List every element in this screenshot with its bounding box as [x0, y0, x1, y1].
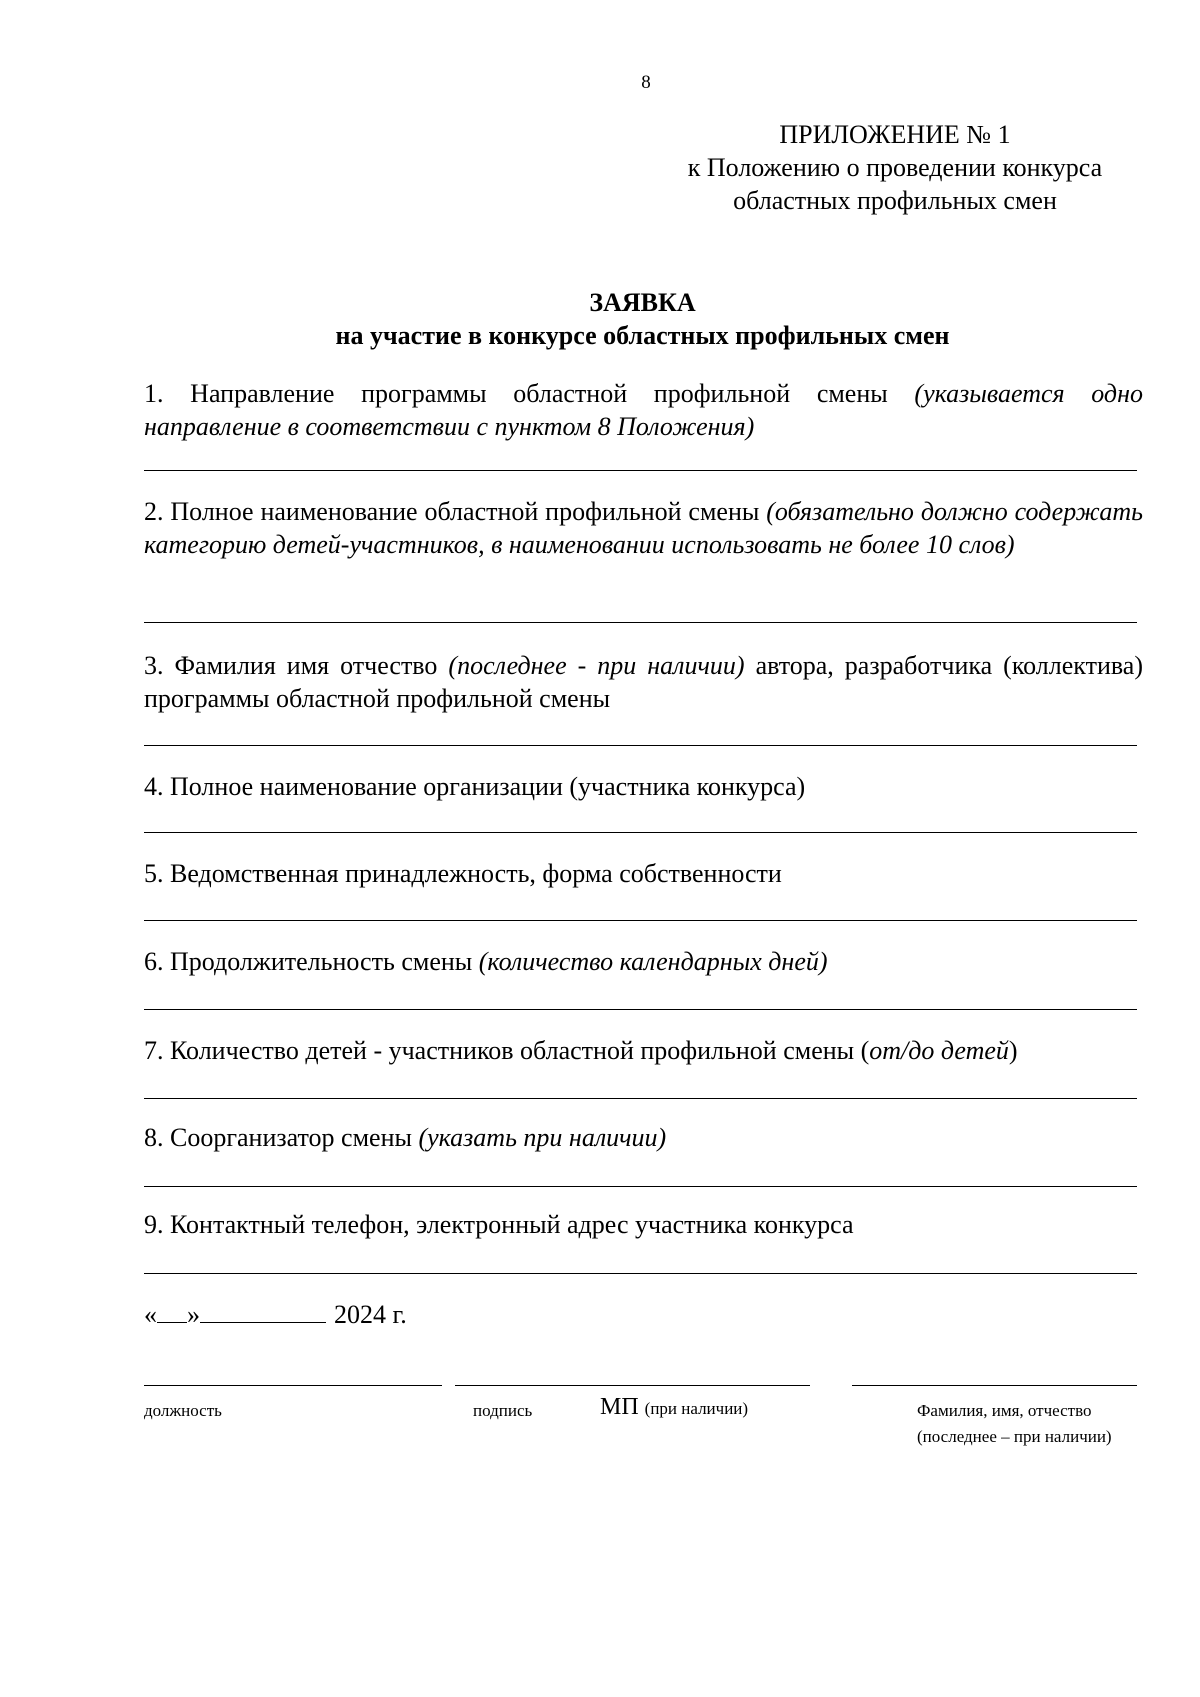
- form-item-7: [144, 1034, 1143, 1067]
- form-item-8: [144, 1121, 1143, 1154]
- stamp-abbrev: МП: [600, 1394, 639, 1420]
- form-item-7-label: 7. Количество детей - участников областной профильной смены (от/до детей): [144, 1036, 1018, 1065]
- form-item-9-label: 9. Контактный телефон, электронный адрес участника конкурса: [144, 1210, 854, 1239]
- appendix-title: ПРИЛОЖЕНИЕ № 1: [779, 120, 1011, 149]
- position-label: должность: [144, 1401, 222, 1420]
- form-item-2: [144, 495, 1143, 561]
- appendix-ref-line1: к Положению о проведении конкурса: [687, 153, 1103, 182]
- date-row: [144, 1300, 407, 1330]
- form-item-6-label: 6. Продолжительность смены (количество календарных дней): [144, 947, 828, 976]
- form-item-3-label: 3. Фамилия имя отчество (последнее - при наличии) автора, разработчика (коллектива) программы областной профильной смены: [144, 651, 1143, 713]
- form-item-4-label: 4. Полное наименование организации (участника конкурса): [144, 772, 806, 801]
- position-signature-line[interactable]: [144, 1385, 442, 1386]
- form-item-8-fill-line[interactable]: [144, 1186, 1137, 1187]
- form-item-4: [144, 770, 1143, 803]
- form-item-5: [144, 857, 1143, 890]
- appendix-header: [660, 118, 1130, 217]
- form-item-1-fill-line[interactable]: [144, 470, 1137, 471]
- form-item-1: [144, 377, 1143, 443]
- title-sub: на участие в конкурсе областных профильных смен: [335, 321, 950, 350]
- form-item-5-label: 5. Ведомственная принадлежность, форма собственности: [144, 859, 782, 888]
- signature-label: подпись: [473, 1401, 533, 1420]
- form-item-2-label: 2. Полное наименование областной профильной смены (обязательно должно содержать категорию детей-участников, в наименовании использовать не более 10 слов): [144, 497, 1143, 559]
- name-label: Фамилия, имя, отчество: [917, 1401, 1092, 1420]
- form-item-3: [144, 649, 1143, 715]
- document-title: [144, 286, 1141, 352]
- form-item-5-fill-line[interactable]: [144, 920, 1137, 921]
- form-item-6: [144, 945, 1143, 978]
- form-item-2-fill-line[interactable]: [144, 622, 1137, 623]
- form-item-3-fill-line[interactable]: [144, 745, 1137, 746]
- date-day-blank[interactable]: [157, 1300, 187, 1323]
- name-signature-line[interactable]: [852, 1385, 1137, 1386]
- form-item-6-fill-line[interactable]: [144, 1009, 1137, 1010]
- date-year: 2024 г.: [334, 1300, 407, 1329]
- appendix-ref-line2: областных профильных смен: [733, 186, 1057, 215]
- form-item-1-label: 1. Направление программы областной профильной смены (указывается одно направление в соответствии с пунктом 8 Положения): [144, 379, 1143, 441]
- page-number: 8: [641, 72, 651, 93]
- stamp-note: (при наличии): [644, 1399, 749, 1418]
- form-item-8-label: 8. Соорганизатор смены (указать при наличии): [144, 1123, 667, 1152]
- form-item-9-fill-line[interactable]: [144, 1273, 1137, 1274]
- date-month-blank[interactable]: [200, 1300, 326, 1323]
- form-item-4-fill-line[interactable]: [144, 832, 1137, 833]
- stamp-label: [600, 1394, 748, 1421]
- form-item-9: [144, 1208, 1143, 1241]
- date-open-quote: «: [144, 1300, 157, 1329]
- form-item-7-fill-line[interactable]: [144, 1098, 1137, 1099]
- title-main: ЗАЯВКА: [589, 288, 696, 317]
- signature-line[interactable]: [455, 1385, 810, 1386]
- date-close-quote: »: [187, 1300, 200, 1329]
- name-note: (последнее – при наличии): [917, 1427, 1112, 1446]
